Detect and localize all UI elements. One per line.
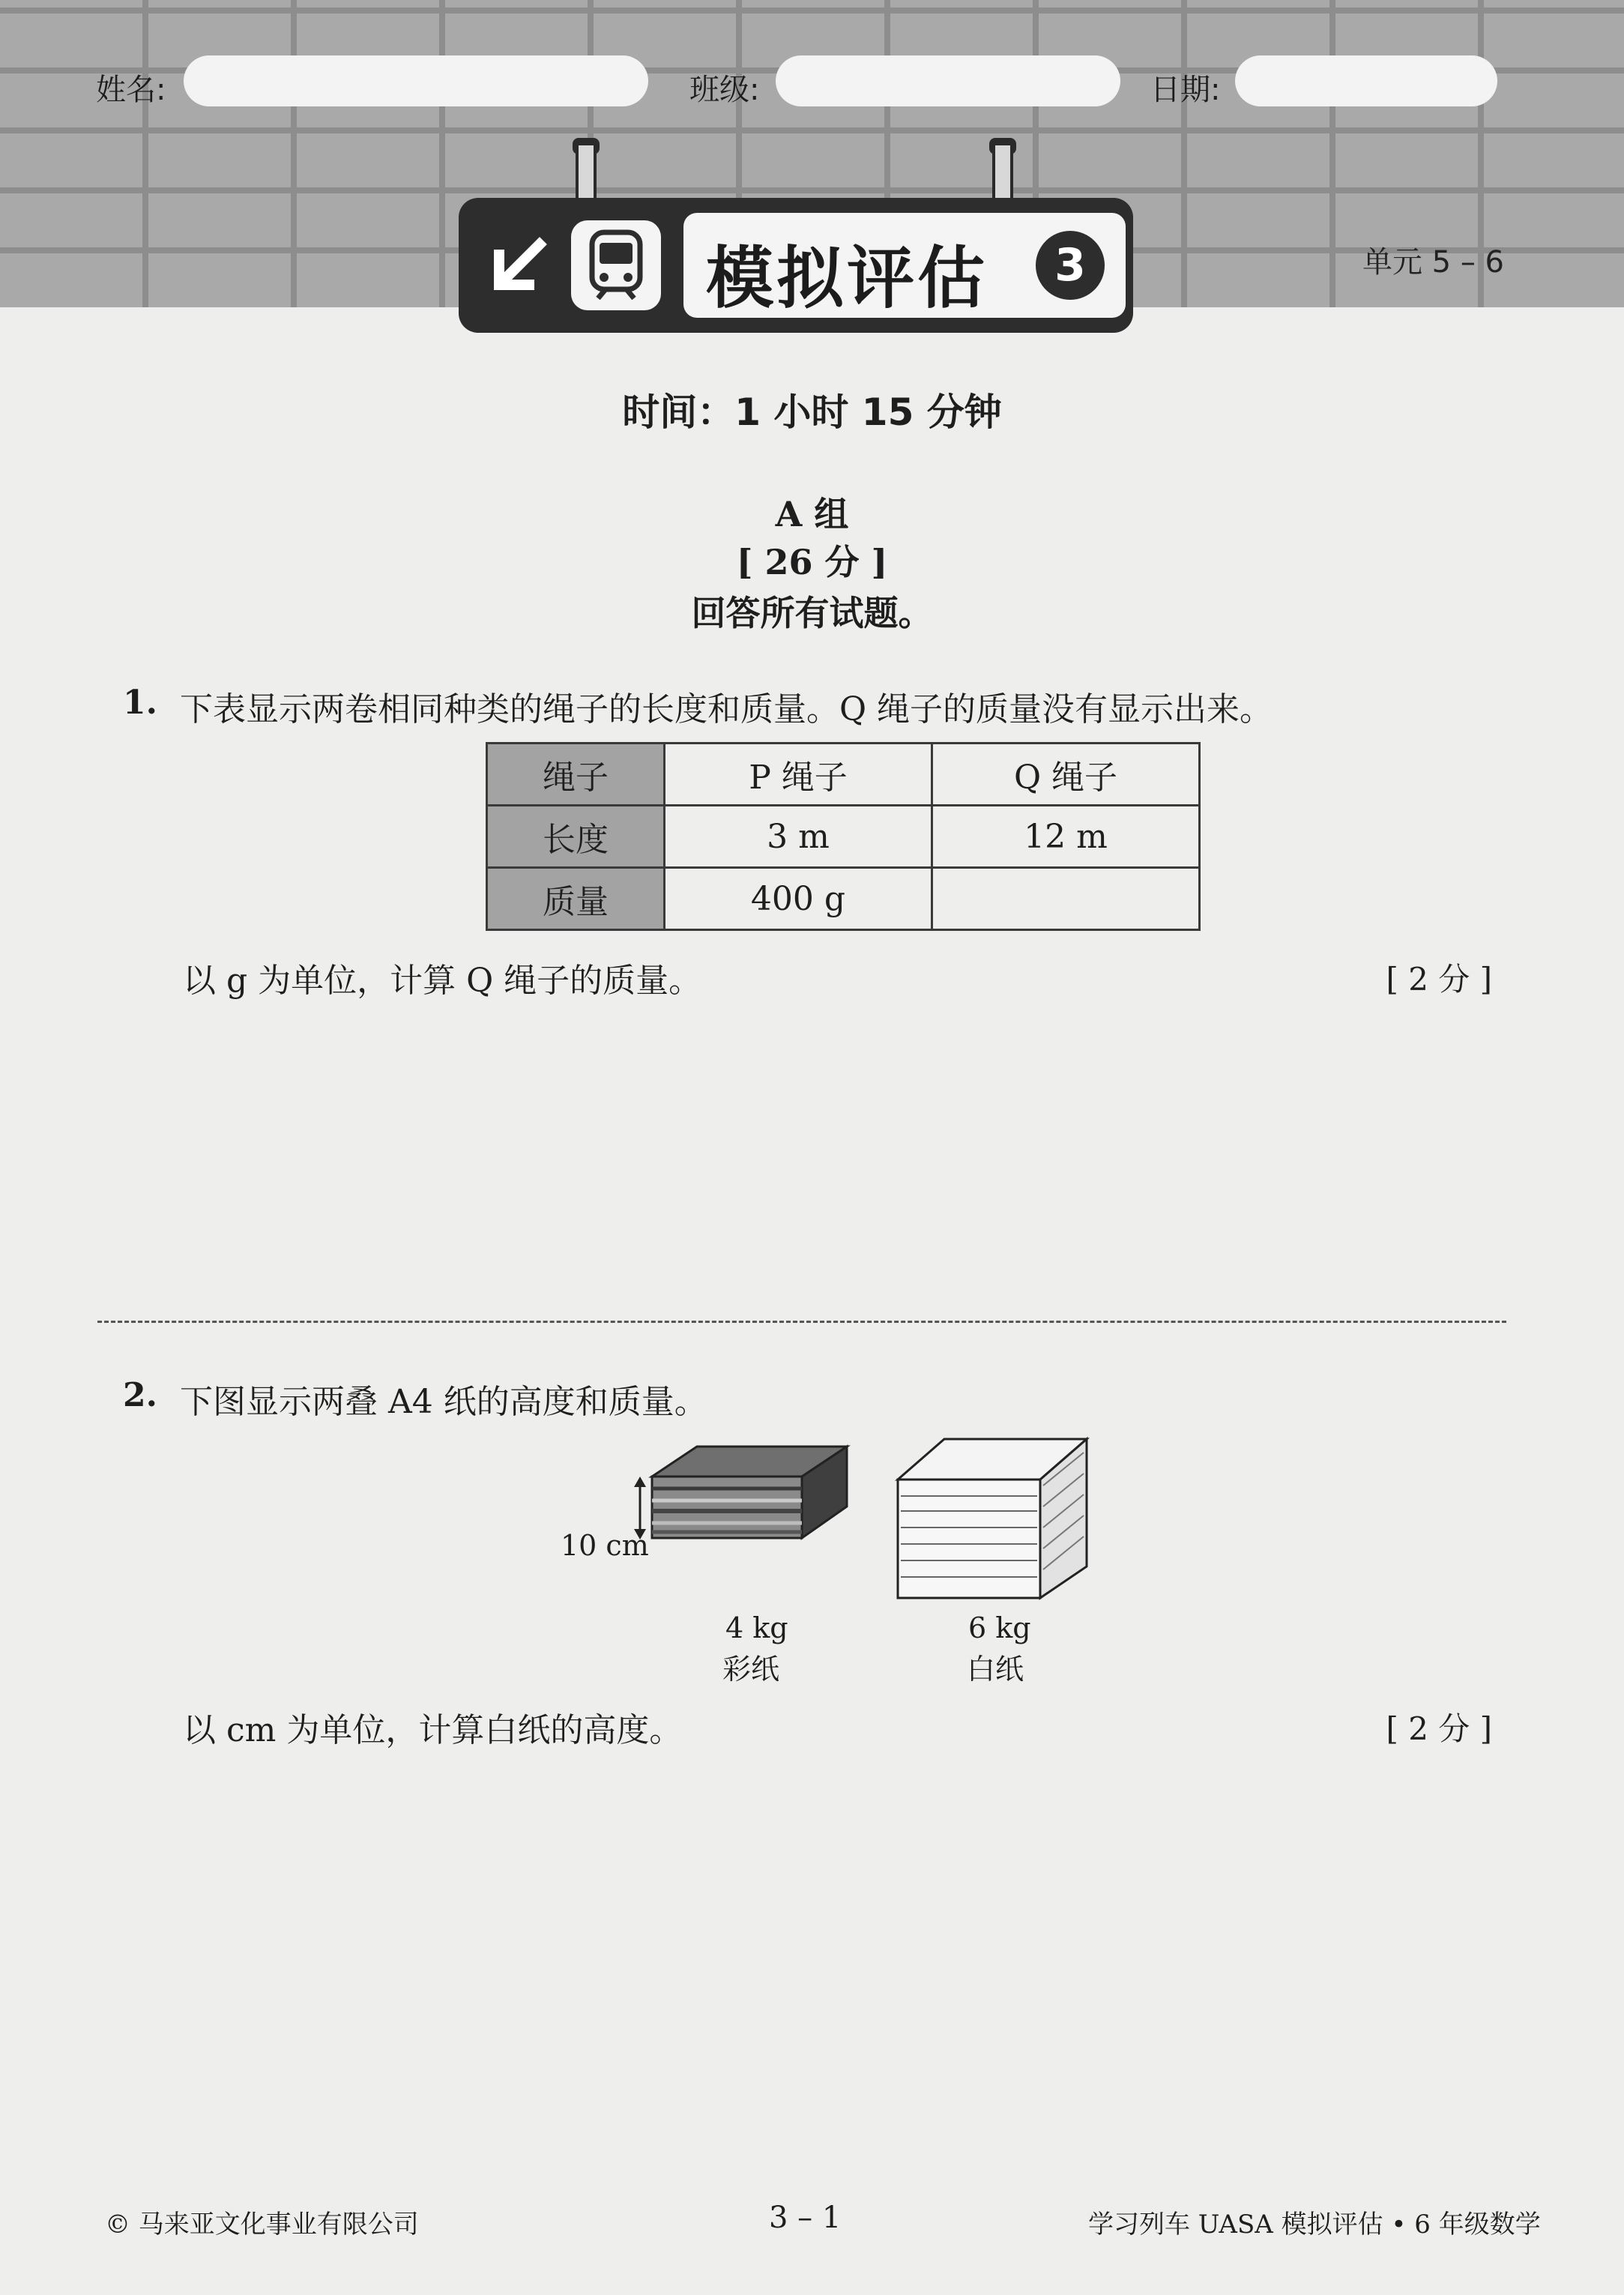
q1-question: 以 g 为单位，计算 Q 绳子的质量。: [183, 962, 702, 1000]
paper-stacks-figure: [630, 1432, 1109, 1611]
height-label: 10 cm: [561, 1529, 649, 1562]
table-cell: 3 m: [665, 806, 932, 868]
footer-series: 学习列车 UASA 模拟评估 • 6 年级数学: [1088, 2210, 1541, 2240]
name-field[interactable]: [184, 55, 648, 106]
title-number-badge: 3: [1036, 231, 1105, 300]
date-label: 日期:: [1150, 73, 1221, 107]
colored-paper-mass: 4 kg: [725, 1611, 788, 1644]
white-paper-stack: [898, 1439, 1087, 1598]
white-paper-mass: 6 kg: [968, 1611, 1031, 1644]
table-header-cell: 绳子: [487, 744, 665, 806]
section-instruction: 回答所有试题。: [691, 593, 933, 633]
section-marks: [ 26 分 ]: [736, 542, 888, 582]
name-label: 姓名:: [96, 73, 166, 107]
q2-marks: [ 2 分 ]: [1386, 1710, 1492, 1747]
time-limit: 时间：1 小时 15 分钟: [622, 390, 1002, 434]
q1-text: 下表显示两卷相同种类的绳子的长度和质量。Q 绳子的质量没有显示出来。: [180, 690, 1273, 729]
table-row: [487, 806, 1200, 868]
table-cell: 12 m: [932, 806, 1200, 868]
q2-text: 下图显示两叠 A4 纸的高度和质量。: [180, 1383, 707, 1421]
class-label: 班级:: [689, 73, 760, 107]
table-row: [487, 868, 1200, 930]
colored-paper-name: 彩纸: [722, 1653, 780, 1686]
page-title: 模拟评估: [706, 239, 988, 318]
table-cell: 400 g: [665, 868, 932, 930]
date-field[interactable]: [1235, 55, 1497, 106]
q2-number: 2.: [123, 1376, 157, 1414]
unit-label: 单元 5 – 6: [1362, 245, 1504, 280]
table-header-row: [487, 744, 1200, 806]
footer-publisher: © 马来亚文化事业有限公司: [105, 2210, 419, 2240]
section-name: A 组: [775, 494, 849, 534]
table-cell: [932, 868, 1200, 930]
table-header-cell: P 绳子: [665, 744, 932, 806]
white-paper-name: 白纸: [967, 1653, 1024, 1686]
colored-paper-stack: [652, 1447, 847, 1538]
q1-number: 1.: [123, 684, 157, 722]
table-row-header: 质量: [487, 868, 665, 930]
q2-question: 以 cm 为单位，计算白纸的高度。: [183, 1711, 683, 1749]
arrow-down-left-icon: [489, 235, 549, 295]
title-sign: [459, 198, 1133, 333]
question-divider: [97, 1321, 1506, 1323]
rope-table: [486, 742, 1201, 931]
q1-marks: [ 2 分 ]: [1386, 961, 1492, 998]
page-number: 3 – 1: [769, 2201, 842, 2235]
table-header-cell: Q 绳子: [932, 744, 1200, 806]
class-field[interactable]: [776, 55, 1120, 106]
table-row-header: 长度: [487, 806, 665, 868]
train-icon: [571, 220, 661, 310]
